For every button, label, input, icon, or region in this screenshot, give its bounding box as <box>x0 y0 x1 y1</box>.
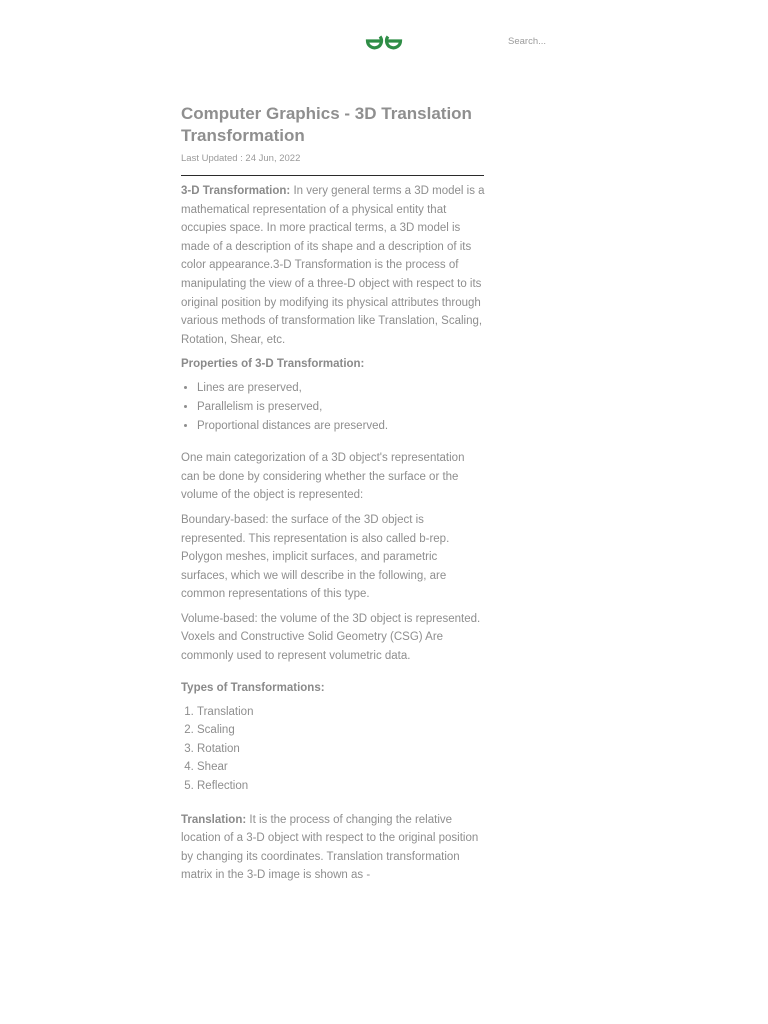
properties-list <box>181 379 485 435</box>
site-header <box>0 0 768 80</box>
list-item: 5. Reflection <box>197 777 485 796</box>
article <box>181 103 485 885</box>
translation-text: It is the process of changing the relative location of a 3-D object with respect to the original position by changing its coordinates. Translation transformation matrix in the 3-D image is shown as - <box>181 813 479 882</box>
translation-paragraph <box>181 811 485 885</box>
types-list <box>181 703 485 796</box>
geeksforgeeks-logo-icon[interactable] <box>363 30 405 52</box>
categorization-paragraph: One main categorization of a 3D object's representation can be done by considering whether the surface or the volume of the object is represented: <box>181 452 465 502</box>
list-item: 3. Rotation <box>197 740 485 759</box>
properties-heading: Properties of 3-D Transformation: <box>181 358 365 371</box>
search-input[interactable] <box>504 32 612 50</box>
last-updated: Last Updated : 24 Jun, 2022 <box>181 153 301 164</box>
intro-lead: 3-D Transformation: <box>181 185 291 197</box>
translation-lead: Translation: <box>181 813 247 826</box>
intro-paragraph <box>181 182 485 349</box>
types-heading: Types of Transformations: <box>181 681 325 694</box>
volume-based-paragraph: Volume-based: the volume of the 3D object is represented. Voxels and Constructive Solid Geometry (CSG) Are commonly used to represent volumetric data. <box>181 612 481 663</box>
boundary-based-paragraph: Boundary-based: the surface of the 3D object is represented. This representation is also called b-rep. Polygon meshes, implicit surfaces, and parametric surfaces, which we will describe in the following, are common representations of this type. <box>181 513 450 601</box>
article-title: Computer Graphics - 3D Translation Transformation <box>181 104 472 145</box>
list-item: • Parallelism is preserved, <box>197 398 485 417</box>
intro-text: In very general terms a 3D model is a mathematical representation of a physical entity that occupies space. In more practical terms, a 3D model is made of a description of its shape and a description of its color appearance.3-D Transformation is the process of manipulating the view of a three-D object with respect to its original position by modifying its physical attributes through various methods of transformation like Translation, Scaling, Rotation, Shear, etc. <box>181 185 485 346</box>
list-item: 2. Scaling <box>197 721 485 740</box>
list-item: 1. Translation <box>197 703 485 722</box>
title-divider <box>181 175 484 176</box>
list-item: • Proportional distances are preserved. <box>197 417 485 436</box>
list-item: 4. Shear <box>197 758 485 777</box>
list-item: • Lines are preserved, <box>197 379 485 398</box>
article-body <box>181 182 485 885</box>
